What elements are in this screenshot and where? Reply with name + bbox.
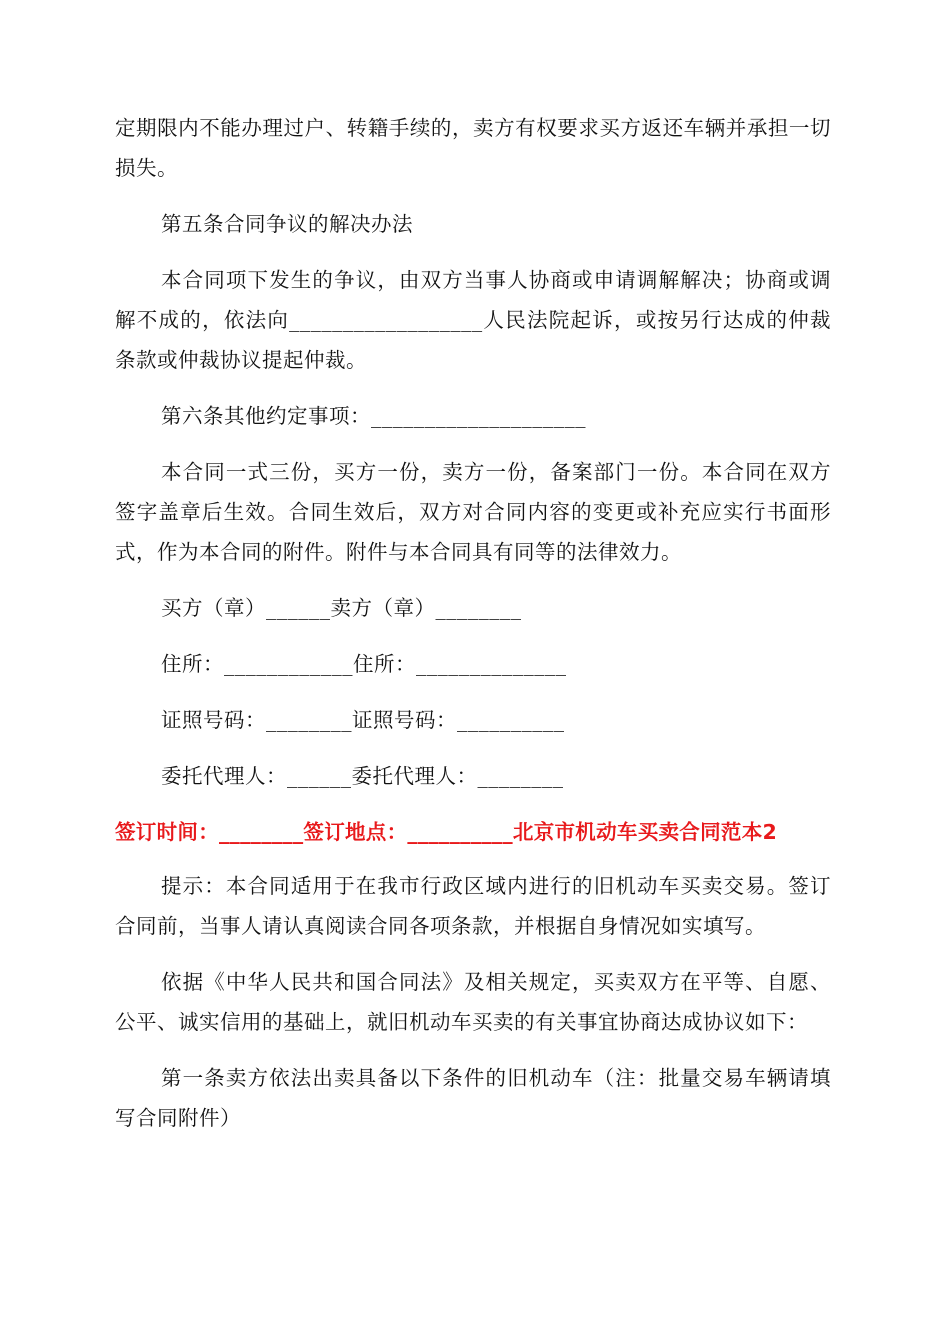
paragraph-transfer-deadline: 定期限内不能办理过户、转籍手续的，卖方有权要求买方返还车辆并承担一切损失。	[115, 116, 831, 180]
heading-article-6: 第六条其他约定事项：____________________	[161, 404, 586, 428]
heading-article-5: 第五条合同争议的解决办法	[161, 212, 413, 236]
paragraph-copies-effectiveness: 本合同一式三份，买方一份，卖方一份，备案部门一份。本合同在双方签字盖章后生效。合同生效后，双方对合同内容的变更或补充应实行书面形式，作为本合同的附件。附件与本合同具有同等的法律效力。	[115, 460, 831, 564]
signature-line-id-number: 证照号码：________证照号码：__________	[161, 708, 565, 732]
paragraph-notice: 提示：本合同适用于在我市行政区域内进行的旧机动车买卖交易。签订合同前，当事人请认真阅读合同各项条款，并根据自身情况如实填写。	[115, 874, 831, 938]
paragraph-dispute-resolution: 本合同项下发生的争议，由双方当事人协商或申请调解解决；协商或调解不成的，依法向__________________人民法院起诉，或按另行达成的仲裁条款或仲裁协议提起仲裁。	[115, 268, 831, 372]
signature-line-agent: 委托代理人：______委托代理人：________	[161, 764, 564, 788]
signature-line-parties: 买方（章）______卖方（章）________	[161, 596, 522, 620]
paragraph-article-1: 第一条卖方依法出卖具备以下条件的旧机动车（注：批量交易车辆请填写合同附件）	[115, 1066, 831, 1130]
paragraph-basis: 依据《中华人民共和国合同法》及相关规定，买卖双方在平等、自愿、公平、诚实信用的基础上，就旧机动车买卖的有关事宜协商达成协议如下：	[115, 970, 831, 1034]
section-title-contract-sample-2: 签订时间：________签订地点：__________北京市机动车买卖合同范本2	[115, 820, 778, 844]
document-page	[115, 108, 831, 1154]
signature-line-address: 住所：____________住所：______________	[161, 652, 567, 676]
